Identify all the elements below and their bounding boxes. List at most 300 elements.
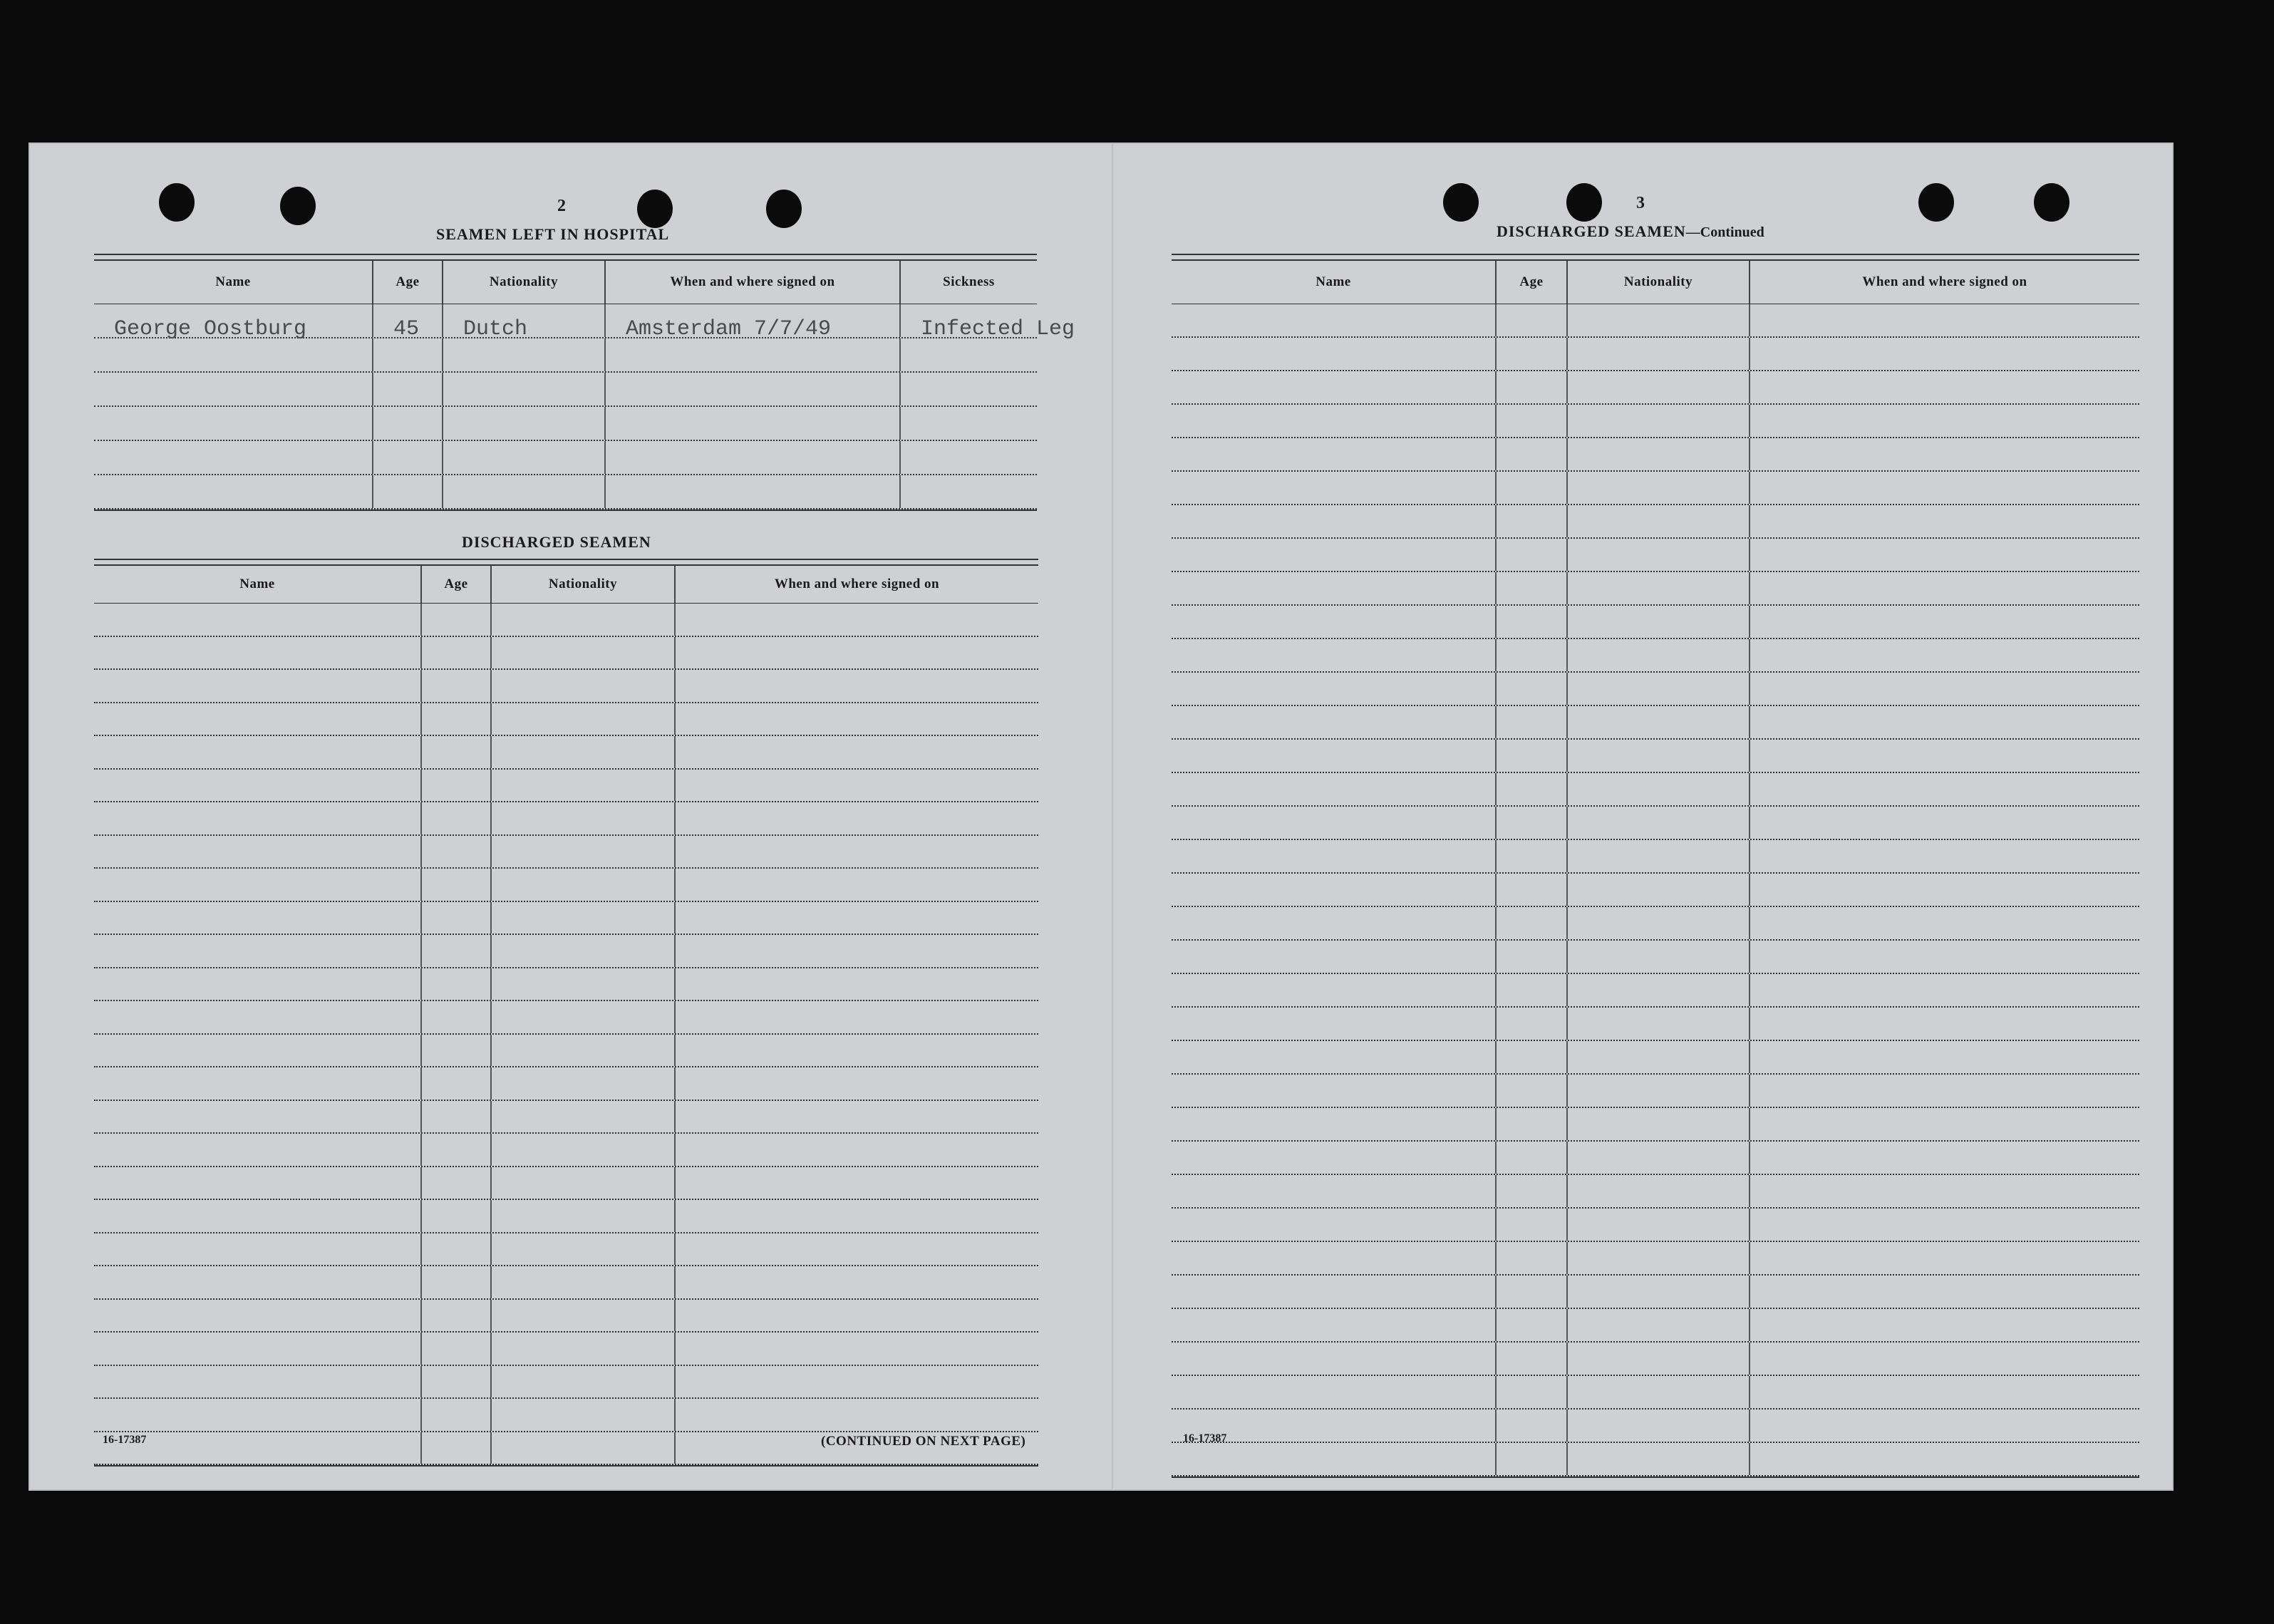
hospital-table [94, 254, 1075, 511]
table-cell [676, 770, 1038, 802]
table-cell [94, 770, 422, 802]
table-cell [94, 1366, 422, 1398]
table-row [94, 604, 1038, 637]
table-cell [1172, 539, 1497, 571]
table-cell [1497, 1443, 1568, 1475]
table-cell [1750, 706, 2139, 738]
table-row [94, 637, 1038, 671]
table-cell [1497, 405, 1568, 437]
table-cell [94, 441, 373, 474]
table-row [1172, 1410, 2139, 1443]
punch-hole [1443, 183, 1479, 222]
right-section-title-text: DISCHARGED SEAMEN [1497, 222, 1686, 240]
table-row [1172, 773, 2139, 807]
table-cell [606, 304, 901, 341]
table-cell [1497, 1075, 1568, 1107]
typed-entry: 45 [393, 317, 420, 341]
table-cell [492, 1067, 676, 1100]
table-cell [492, 1200, 676, 1232]
table-cell [492, 1233, 676, 1266]
table-cell [492, 637, 676, 669]
table-cell [1568, 505, 1750, 537]
table-cell [901, 373, 1037, 405]
table-cell [1172, 1242, 1497, 1274]
table-cell [1568, 304, 1750, 336]
table-cell [1750, 874, 2139, 906]
table-cell [1497, 840, 1568, 872]
table-row [1172, 807, 2139, 840]
table-cell [1172, 740, 1497, 772]
table-cell [492, 1035, 676, 1067]
table-cell [1750, 673, 2139, 705]
table-cell [1750, 1075, 2139, 1107]
table-cell [422, 1167, 492, 1199]
punch-hole [637, 190, 673, 228]
table-cell [676, 703, 1038, 735]
table-cell [422, 604, 492, 636]
table-cell [1497, 1343, 1568, 1375]
table-cell [1497, 371, 1568, 403]
table-cell [492, 1432, 676, 1464]
table-row [1172, 1343, 2139, 1376]
table-cell [676, 869, 1038, 901]
table-row [94, 1001, 1038, 1035]
table-cell [422, 802, 492, 834]
table-cell [492, 935, 676, 967]
table-row [1172, 1075, 2139, 1108]
table-cell [94, 1266, 422, 1298]
table-cell [94, 604, 422, 636]
table-cell [1497, 1008, 1568, 1040]
table-cell [1750, 974, 2139, 1006]
table-cell [94, 1134, 422, 1166]
table-cell [1568, 773, 1750, 805]
table-cell [492, 1101, 676, 1133]
typed-entry: George Oostburg [114, 317, 307, 341]
table-cell [1750, 572, 2139, 604]
table-cell [1172, 1008, 1497, 1040]
table-row [1172, 438, 2139, 472]
table-row [1172, 874, 2139, 907]
discharged-table-left-header [94, 566, 1038, 604]
table-cell [422, 836, 492, 868]
table-cell [1750, 472, 2139, 504]
table-cell [422, 902, 492, 934]
table-cell [1750, 1142, 2139, 1174]
table-cell [1497, 874, 1568, 906]
table-cell [676, 836, 1038, 868]
table-cell [94, 1067, 422, 1100]
table-cell [94, 1233, 422, 1266]
table-cell [492, 1300, 676, 1332]
table-row [94, 338, 1037, 373]
table-cell [373, 304, 443, 341]
table-cell [676, 670, 1038, 702]
continued-note: (CONTINUED ON NEXT PAGE) [821, 1434, 1026, 1449]
table-cell [1750, 1410, 2139, 1442]
table-row [94, 1233, 1038, 1267]
table-cell [492, 604, 676, 636]
table-cell [1568, 941, 1750, 973]
table-row [1172, 740, 2139, 773]
table-cell [1750, 539, 2139, 571]
table-cell [94, 1333, 422, 1365]
table-cell [1750, 505, 2139, 537]
table-cell [1497, 673, 1568, 705]
table-cell [1750, 1008, 2139, 1040]
table-row [1172, 1276, 2139, 1309]
table-cell [443, 373, 606, 405]
table-row [94, 770, 1038, 803]
table-cell [1172, 304, 1497, 336]
table-cell [492, 770, 676, 802]
table-cell [1497, 472, 1568, 504]
table-cell [422, 1233, 492, 1266]
table-cell [606, 407, 901, 440]
document-sheet [29, 143, 2174, 1491]
table-cell [676, 1333, 1038, 1365]
table-cell [1750, 639, 2139, 671]
table-cell [1750, 941, 2139, 973]
table-cell [1568, 673, 1750, 705]
table-cell [1172, 1108, 1497, 1140]
punch-hole [159, 183, 195, 222]
table-cell [1172, 1175, 1497, 1207]
table-row [94, 1266, 1038, 1300]
table-cell [1568, 740, 1750, 772]
table-cell [1497, 1410, 1568, 1442]
table-row [94, 1067, 1038, 1101]
table-cell [1172, 505, 1497, 537]
table-cell [1750, 1108, 2139, 1140]
table-cell [1497, 572, 1568, 604]
table-cell [1568, 1075, 1750, 1107]
discharged-section-title: DISCHARGED SEAMEN [462, 533, 651, 551]
table-row [94, 1035, 1038, 1068]
table-cell [1172, 1443, 1497, 1475]
table-cell [1750, 907, 2139, 939]
typed-entry: Dutch [463, 317, 528, 341]
table-cell [1497, 740, 1568, 772]
table-cell [94, 703, 422, 735]
table-cell [1172, 405, 1497, 437]
table-cell [443, 475, 606, 508]
table-row [1172, 1242, 2139, 1276]
table-cell [1750, 807, 2139, 839]
table-cell [94, 1399, 422, 1431]
table-cell [676, 1300, 1038, 1332]
table-cell [492, 703, 676, 735]
table-cell [1172, 1276, 1497, 1308]
table-cell [1497, 304, 1568, 336]
table-cell [422, 1300, 492, 1332]
table-cell [492, 968, 676, 1000]
table-row [1172, 539, 2139, 572]
table-cell [422, 1134, 492, 1166]
table-cell [422, 1399, 492, 1431]
table-cell [94, 637, 422, 669]
column-header: Age [1497, 261, 1568, 304]
table-cell [1568, 974, 1750, 1006]
table-row [1172, 1443, 2139, 1476]
table-cell [606, 441, 901, 474]
table-row [94, 869, 1038, 902]
table-cell [1172, 874, 1497, 906]
column-header: When and where signed on [774, 576, 940, 591]
table-row [94, 935, 1038, 968]
table-cell [1750, 740, 2139, 772]
table-row [1172, 1041, 2139, 1075]
table-row [1172, 840, 2139, 874]
table-cell [676, 1233, 1038, 1266]
table-cell [1568, 338, 1750, 370]
table-cell [1172, 840, 1497, 872]
column-header: Nationality [492, 566, 676, 603]
table-cell [676, 802, 1038, 834]
table-row [94, 1300, 1038, 1333]
table-cell [1172, 907, 1497, 939]
table-cell [1750, 773, 2139, 805]
table-cell [422, 935, 492, 967]
table-cell [1172, 1075, 1497, 1107]
punch-hole [280, 187, 316, 225]
table-cell [1568, 472, 1750, 504]
table-cell [1568, 1175, 1750, 1207]
table-row [1172, 572, 2139, 606]
table-cell [492, 1333, 676, 1365]
table-row [1172, 1376, 2139, 1410]
table-cell [1497, 1242, 1568, 1274]
table-cell [676, 1001, 1038, 1033]
table-row [94, 1200, 1038, 1233]
table-cell [94, 836, 422, 868]
table-cell [422, 968, 492, 1000]
table-row [1172, 1108, 2139, 1142]
table-row [94, 902, 1038, 936]
table-cell [606, 475, 901, 508]
discharged-table-left-body [94, 604, 1038, 1465]
table-cell [1172, 1376, 1497, 1408]
table-cell [373, 441, 443, 474]
table-cell [1568, 1309, 1750, 1341]
table-cell [1497, 907, 1568, 939]
table-cell [443, 407, 606, 440]
table-cell [901, 407, 1037, 440]
table-cell [901, 304, 1075, 341]
table-cell [1172, 1142, 1497, 1174]
table-row [94, 1333, 1038, 1366]
hospital-section-title: SEAMEN LEFT IN HOSPITAL [436, 225, 670, 243]
table-cell [676, 1167, 1038, 1199]
table-cell [94, 670, 422, 702]
page-fold [1112, 143, 1113, 1491]
table-cell [1172, 807, 1497, 839]
table-cell [1172, 941, 1497, 973]
hospital-table-header [94, 261, 1037, 304]
table-row [94, 736, 1038, 770]
table-cell [1750, 1443, 2139, 1475]
table-cell [1750, 1343, 2139, 1375]
table-cell [422, 1001, 492, 1033]
right-section-title [1497, 222, 1764, 241]
table-cell [1172, 1309, 1497, 1341]
table-cell [422, 1333, 492, 1365]
table-cell [1750, 1376, 2139, 1408]
table-cell [1568, 405, 1750, 437]
table-cell [1568, 639, 1750, 671]
discharged-table-right [1172, 254, 2139, 1478]
table-cell [1568, 371, 1750, 403]
table-cell [1568, 1242, 1750, 1274]
table-cell [1172, 1041, 1497, 1073]
table-cell [94, 1300, 422, 1332]
table-row [1172, 1175, 2139, 1209]
table-cell [676, 1134, 1038, 1166]
table-cell [492, 902, 676, 934]
table-cell [492, 1266, 676, 1298]
typed-entry: Amsterdam 7/7/49 [626, 317, 832, 341]
punch-hole [1918, 183, 1954, 222]
table-cell [94, 1035, 422, 1067]
table-cell [94, 1167, 422, 1199]
table-cell [492, 802, 676, 834]
table-row [94, 703, 1038, 737]
table-cell [422, 1067, 492, 1100]
table-cell [422, 1266, 492, 1298]
table-cell [1172, 606, 1497, 638]
table-row [94, 304, 1075, 341]
table-cell [676, 902, 1038, 934]
table-cell [1568, 606, 1750, 638]
table-cell [1568, 840, 1750, 872]
table-row [94, 968, 1038, 1002]
table-cell [676, 1067, 1038, 1100]
punch-hole [2034, 183, 2069, 222]
table-cell [94, 869, 422, 901]
table-cell [606, 373, 901, 405]
table-row [94, 475, 1037, 510]
table-cell [422, 1366, 492, 1398]
column-header: When and where signed on [1862, 274, 2027, 289]
table-row [94, 670, 1038, 703]
table-cell [676, 968, 1038, 1000]
right-section-title-suffix: —Continued [1685, 224, 1764, 240]
table-cell [1497, 606, 1568, 638]
table-row [1172, 606, 2139, 639]
table-row [94, 1167, 1038, 1201]
table-cell [422, 869, 492, 901]
table-cell [676, 935, 1038, 967]
table-cell [676, 1266, 1038, 1298]
table-cell [1172, 673, 1497, 705]
table-cell [1172, 338, 1497, 370]
table-row [1172, 639, 2139, 673]
table-cell [1172, 438, 1497, 470]
discharged-table-right-body [1172, 304, 2139, 1476]
table-cell [94, 802, 422, 834]
table-cell [676, 1399, 1038, 1431]
punch-hole [1566, 183, 1602, 222]
table-cell [1568, 1376, 1750, 1408]
table-row [94, 1134, 1038, 1167]
table-cell [492, 670, 676, 702]
discharged-table-left [94, 559, 1038, 1467]
table-cell [1750, 405, 2139, 437]
table-cell [1568, 1443, 1750, 1475]
table-row [1172, 974, 2139, 1008]
table-row [1172, 472, 2139, 505]
table-cell [373, 475, 443, 508]
table-cell [94, 475, 373, 508]
hospital-table-body [94, 304, 1075, 510]
table-cell [676, 1035, 1038, 1067]
table-cell [422, 1101, 492, 1133]
table-row [1172, 505, 2139, 539]
table-cell [94, 736, 422, 768]
table-cell [1497, 1108, 1568, 1140]
column-header: Name [1172, 261, 1497, 304]
table-cell [1172, 773, 1497, 805]
table-cell [1497, 505, 1568, 537]
table-cell [1568, 907, 1750, 939]
table-cell [94, 935, 422, 967]
table-cell [1568, 539, 1750, 571]
table-cell [1497, 1175, 1568, 1207]
table-cell [94, 1200, 422, 1232]
table-cell [1497, 1309, 1568, 1341]
table-cell [1497, 338, 1568, 370]
table-cell [422, 770, 492, 802]
table-cell [676, 604, 1038, 636]
table-cell [422, 703, 492, 735]
table-cell [1497, 941, 1568, 973]
table-cell [1750, 371, 2139, 403]
table-cell [1172, 371, 1497, 403]
table-cell [676, 736, 1038, 768]
table-row [1172, 338, 2139, 371]
table-cell [1497, 1376, 1568, 1408]
table-cell [373, 338, 443, 371]
table-row [1172, 1008, 2139, 1041]
table-row [1172, 673, 2139, 706]
table-cell [1497, 1276, 1568, 1308]
table-cell [422, 1432, 492, 1464]
table-cell [1568, 1108, 1750, 1140]
table-cell [901, 338, 1037, 371]
table-cell [492, 1167, 676, 1199]
table-cell [492, 1366, 676, 1398]
table-cell [1497, 639, 1568, 671]
table-cell [1568, 1041, 1750, 1073]
table-row [94, 441, 1037, 475]
table-cell [492, 1399, 676, 1431]
table-row [1172, 304, 2139, 338]
table-cell [1172, 1209, 1497, 1241]
table-row [1172, 1209, 2139, 1242]
column-header: Name [94, 261, 373, 304]
table-row [1172, 1142, 2139, 1175]
right-page-number: 3 [1636, 194, 1645, 212]
table-cell [94, 1101, 422, 1133]
table-row [94, 802, 1038, 836]
table-cell [1750, 1309, 2139, 1341]
table-row [1172, 371, 2139, 405]
table-cell [492, 869, 676, 901]
table-cell [443, 441, 606, 474]
table-cell [1497, 539, 1568, 571]
table-cell [676, 1200, 1038, 1232]
table-cell [443, 338, 606, 371]
